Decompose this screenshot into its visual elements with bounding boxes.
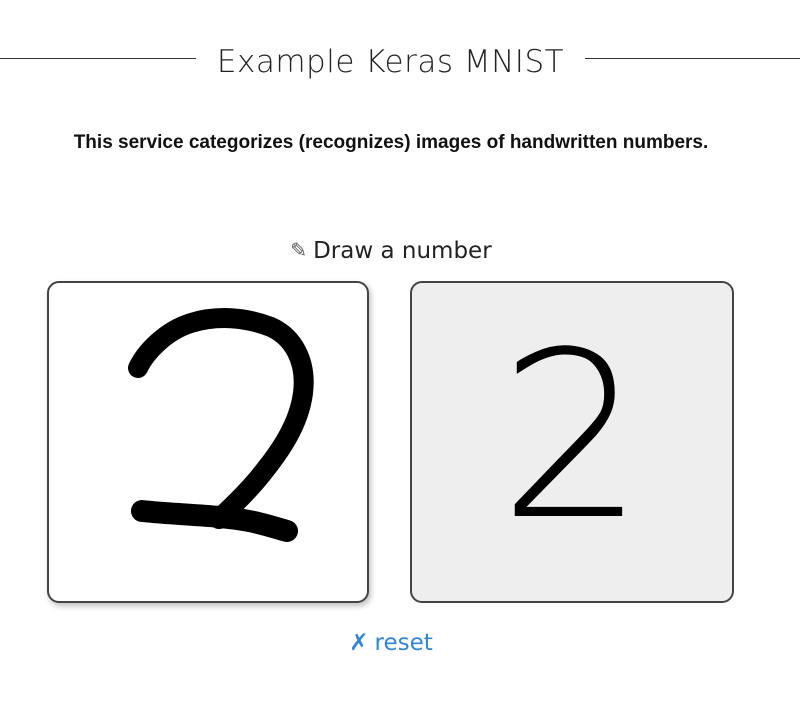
- handwritten-stroke: [49, 283, 367, 601]
- page-title: Example Keras MNIST: [216, 44, 565, 80]
- prediction-result-box: [410, 281, 734, 603]
- reset-label: reset: [374, 630, 433, 656]
- draw-prompt: [0, 234, 782, 267]
- draw-prompt-label: Draw a number: [313, 238, 492, 264]
- title-row: [0, 40, 800, 88]
- title-divider-left: [0, 58, 196, 59]
- pencil-icon: ✎: [290, 238, 308, 262]
- title-divider-right: [585, 58, 800, 59]
- reset-button[interactable]: [0, 630, 782, 656]
- predicted-digit: 2: [498, 304, 646, 571]
- x-icon: ✗: [349, 630, 369, 656]
- service-description: This service categorizes (recognizes) images of handwritten numbers.: [73, 132, 709, 153]
- drawing-canvas[interactable]: [47, 281, 369, 603]
